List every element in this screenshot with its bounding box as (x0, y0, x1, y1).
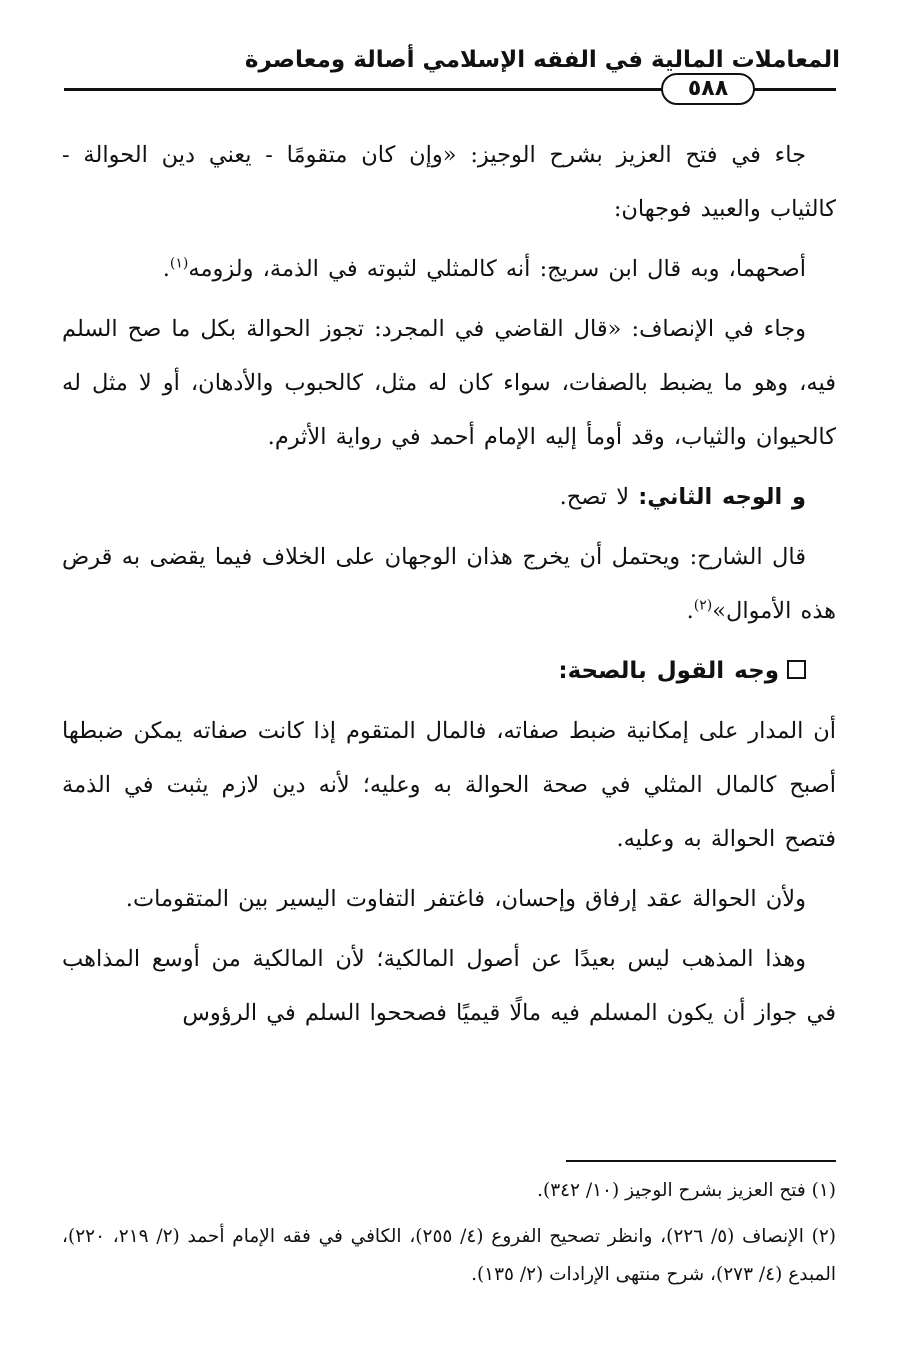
square-bullet-icon (787, 660, 806, 679)
paragraph-8: وهذا المذهب ليس بعيدًا عن أصول المالكية؛ لأن المالكية من أوسع المذاهب في جواز أن يكون المسلم فيه مالًا قيميًا فصححوا السلم في الرؤوس (62, 946, 836, 1026)
paragraph-2-end: . (162, 256, 170, 282)
page-body (62, 128, 836, 1046)
footnote-rule (566, 1160, 836, 1162)
paragraph-6: أن المدار على إمكانية ضبط صفاته، فالمال المتقوم إذا كانت صفاته يمكن ضبطها أصبح كالمال المثلي في صحة الحوالة به وعليه؛ لأنه دين لازم يثبت في الذمة فتصح الحوالة به وعليه. (62, 718, 836, 852)
running-header-title: المعاملات المالية في الفقه الإسلامي أصالة ومعاصرة (244, 47, 840, 73)
paragraph-7: ولأن الحوالة عقد إرفاق وإحسان، فاغتفر التفاوت اليسير بين المتقومات. (125, 886, 806, 912)
footnote-2: (٢) الإنصاف (٥/ ٢٢٦)، وانظر تصحيح الفروع (٤/ ٢٥٥)، الكافي في فقه الإمام أحمد (٢/ ٢١٩، ٢٢٠)، المبدع (٤/ ٢٧٣)، شرح منتهى الإرادات (٢/ ١٣٥). (62, 1226, 836, 1285)
paragraph-5-text: قال الشارح: ويحتمل أن يخرج هذان الوجهان على الخلاف فيما يقضى به قرض هذه الأموال» (62, 544, 836, 624)
paragraph-1: جاء في فتح العزيز بشرح الوجيز: «وإن كان متقومًا - يعني دين الحوالة - كالثياب والعبيد فوجهان: (62, 142, 836, 222)
footnote-ref-2: (٢) (693, 597, 713, 614)
second-aspect-label: و الوجه الثاني: (638, 484, 806, 510)
paragraph-2 (62, 242, 836, 296)
paragraph-3: وجاء في الإنصاف: «قال القاضي في المجرد: تجوز الحوالة بكل ما صح السلم فيه، وهو ما يضبط بالصفات، سواء كان له مثل، كالحبوب والأدهان، أو لا مثل له كالحيوان والثياب، وقد أومأ إليه الإمام أحمد في رواية الأثرم. (62, 316, 836, 450)
paragraph-5-end: . (686, 598, 694, 624)
footnote-ref-1: (١) (169, 255, 189, 272)
second-aspect-text: لا تصح. (559, 484, 639, 510)
footnotes (62, 1172, 836, 1302)
footnote-1: (١) فتح العزيز بشرح الوجيز (١٠/ ٣٤٢). (537, 1180, 836, 1201)
page-number-badge: ٥٨٨ (661, 73, 755, 105)
paragraph-5 (62, 530, 836, 638)
section-heading (62, 644, 836, 698)
paragraph-2-text: أصحهما، وبه قال ابن سريج: أنه كالمثلي لثبوته في الذمة، ولزومه (188, 256, 806, 282)
section-heading-text: وجه القول بالصحة: (558, 658, 779, 684)
paragraph-4 (62, 470, 836, 524)
